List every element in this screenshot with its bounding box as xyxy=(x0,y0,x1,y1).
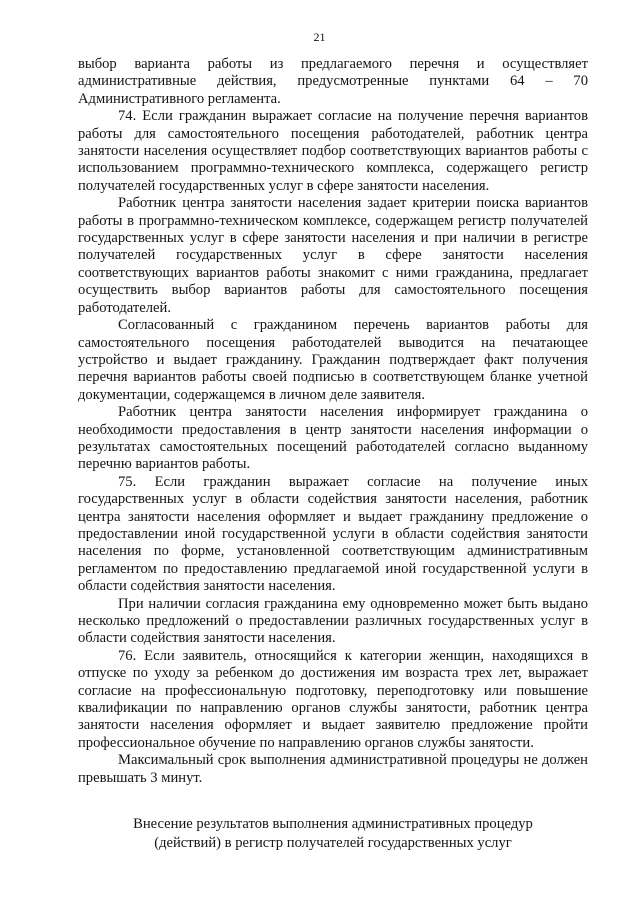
section-heading xyxy=(78,815,588,853)
paragraph-item-75: 75. Если гражданин выражает согласие на получение иных государственных услуг в области содействия занятости населения, работник центра занятости населения оформляет и выдает гражданину предложение о предоставлении иной государственной услуги в области содействия занятости населения по форме, установленной соответствующим административным регламентом по предоставлению предлагаемой иной государственной услуги в области содействия занятости населения. xyxy=(78,473,588,595)
paragraph-continuation: выбор варианта работы из предлагаемого перечня и осуществляет административные действия, предусмотренные пунктами 64 – 70 Административного регламента. xyxy=(78,56,588,107)
paragraph-item-76: 76. Если заявитель, относящийся к категории женщин, находящихся в отпуске по уходу за ребенком до достижения им возраста трех лет, выражает согласие на профессиональную подготовку, переподготовку или повышение квалификации по направлению органов службы занятости, работник центра занятости населения оформляет и выдает заявителю предложение пройти профессиональное обучение по направлению органов службы занятости. xyxy=(78,647,588,751)
paragraph-max-duration: Максимальный срок выполнения административной процедуры не должен превышать 3 минут. xyxy=(78,752,588,786)
paragraph-search-criteria: Работник центра занятости населения задает критерии поиска вариантов работы в программно-техническом комплексе, содержащем регистр получателей государственных услуг в сфере занятости населения и при наличии в регистре получателей государственных услуг в сфере занятости населения соответствующих вариантов работы знакомит с ними гражданина, предлагает осуществить выбор вариантов работы для самостоятельного посещения работодателей. xyxy=(78,195,588,316)
section-heading-line-2: (действий) в регистр получателей государственных услуг xyxy=(154,835,512,851)
paragraph-several-offers: При наличии согласия гражданина ему одновременно может быть выдано несколько предложений о предоставлении различных государственных услуг в области содействия занятости населения. xyxy=(78,595,588,647)
paragraph-item-74: 74. Если гражданин выражает согласие на получение перечня вариантов работы для самостоятельного посещения работодателей, работник центра занятости населения осуществляет подбор соответствующих вариантов работы с использованием программно-технического комплекса, содержащего регистр получателей государственных услуг в сфере занятости населения. xyxy=(78,108,588,194)
paragraph-informing: Работник центра занятости населения информирует гражданина о необходимости предоставления в центр занятости населения информации о результатах самостоятельных посещений работодателей согласно выданному перечню вариантов работы. xyxy=(78,404,588,473)
paragraph-agreed-list: Согласованный с гражданином перечень вариантов работы для самостоятельного посещения работодателей выводится на печатающее устройство и выдает гражданину. Гражданин подтверждает факт получения перечня вариантов работы своей подписью в соответствующем бланке учетной документации, содержащемся в личном деле заявителя. xyxy=(78,317,588,403)
document-body xyxy=(78,56,588,787)
page-number: 21 xyxy=(313,30,326,44)
section-heading-line-1: Внесение результатов выполнения административных процедур xyxy=(133,816,533,832)
